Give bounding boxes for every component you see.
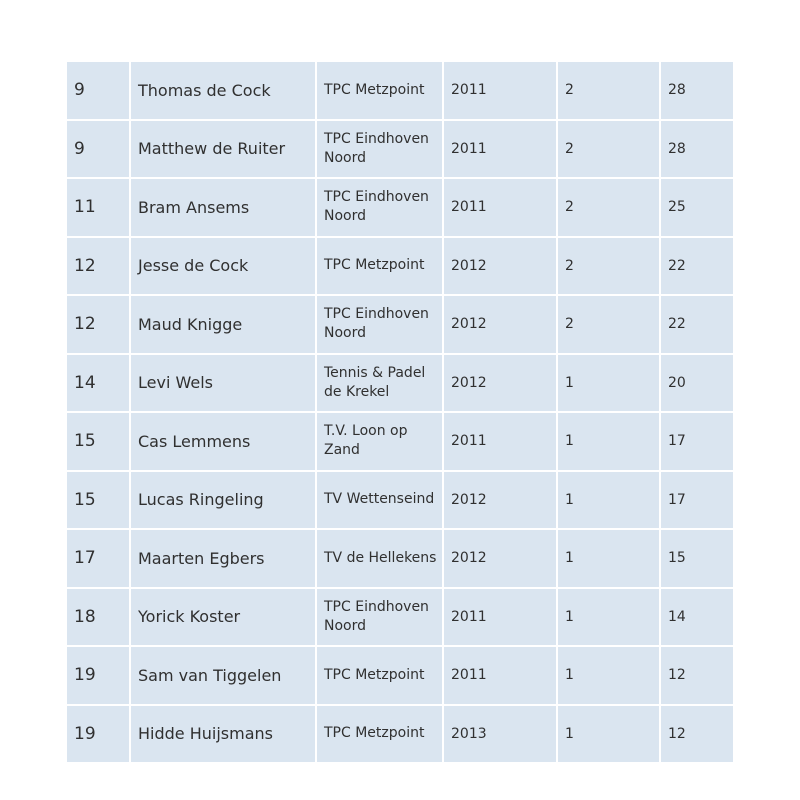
rank-cell: 19 — [67, 646, 130, 705]
player-name-cell: Jesse de Cock — [130, 237, 316, 296]
rank-cell: 11 — [67, 178, 130, 237]
table-row — [67, 237, 733, 296]
points-cell: 28 — [660, 62, 733, 120]
club-cell: TPC Metzpoint — [316, 237, 443, 296]
tournament-count-cell: 1 — [557, 705, 660, 764]
rank-cell: 15 — [67, 412, 130, 471]
player-name-cell: Bram Ansems — [130, 178, 316, 237]
player-name-cell: Yorick Koster — [130, 588, 316, 647]
table-row — [67, 178, 733, 237]
points-cell: 22 — [660, 295, 733, 354]
tournament-count-cell: 1 — [557, 529, 660, 588]
tournament-count-cell: 1 — [557, 646, 660, 705]
rank-cell: 9 — [67, 62, 130, 120]
rank-cell: 17 — [67, 529, 130, 588]
points-cell: 12 — [660, 705, 733, 764]
birth-year-cell: 2012 — [443, 471, 557, 530]
table-row — [67, 705, 733, 764]
player-name-cell: Cas Lemmens — [130, 412, 316, 471]
club-cell: TPC Metzpoint — [316, 705, 443, 764]
birth-year-cell: 2011 — [443, 120, 557, 179]
rank-cell: 14 — [67, 354, 130, 413]
club-cell: TPC Eindhoven Noord — [316, 178, 443, 237]
points-cell: 17 — [660, 471, 733, 530]
points-cell: 20 — [660, 354, 733, 413]
tournament-count-cell: 2 — [557, 295, 660, 354]
birth-year-cell: 2011 — [443, 646, 557, 705]
tournament-count-cell: 2 — [557, 62, 660, 120]
club-cell: TPC Eindhoven Noord — [316, 588, 443, 647]
points-cell: 17 — [660, 412, 733, 471]
club-cell: T.V. Loon op Zand — [316, 412, 443, 471]
club-cell: TPC Metzpoint — [316, 646, 443, 705]
club-cell: TV de Hellekens — [316, 529, 443, 588]
table-row — [67, 295, 733, 354]
birth-year-cell: 2012 — [443, 529, 557, 588]
tournament-count-cell: 1 — [557, 471, 660, 530]
table-row — [67, 62, 733, 120]
player-name-cell: Hidde Huijsmans — [130, 705, 316, 764]
ranking-table-container — [67, 62, 733, 764]
rank-cell: 18 — [67, 588, 130, 647]
points-cell: 22 — [660, 237, 733, 296]
points-cell: 14 — [660, 588, 733, 647]
birth-year-cell: 2013 — [443, 705, 557, 764]
birth-year-cell: 2012 — [443, 237, 557, 296]
club-cell: TPC Eindhoven Noord — [316, 120, 443, 179]
club-cell: Tennis & Padel de Krekel — [316, 354, 443, 413]
ranking-table-body — [67, 62, 733, 763]
table-row — [67, 412, 733, 471]
birth-year-cell: 2012 — [443, 354, 557, 413]
birth-year-cell: 2011 — [443, 62, 557, 120]
rank-cell: 12 — [67, 295, 130, 354]
player-name-cell: Lucas Ringeling — [130, 471, 316, 530]
player-name-cell: Matthew de Ruiter — [130, 120, 316, 179]
club-cell: TPC Eindhoven Noord — [316, 295, 443, 354]
table-row — [67, 120, 733, 179]
table-row — [67, 646, 733, 705]
tournament-count-cell: 2 — [557, 178, 660, 237]
table-row — [67, 588, 733, 647]
birth-year-cell: 2011 — [443, 412, 557, 471]
table-row — [67, 529, 733, 588]
player-name-cell: Levi Wels — [130, 354, 316, 413]
tournament-count-cell: 2 — [557, 237, 660, 296]
ranking-table — [67, 62, 733, 764]
birth-year-cell: 2012 — [443, 295, 557, 354]
points-cell: 25 — [660, 178, 733, 237]
table-row — [67, 471, 733, 530]
club-cell: TPC Metzpoint — [316, 62, 443, 120]
table-row — [67, 354, 733, 413]
birth-year-cell: 2011 — [443, 178, 557, 237]
rank-cell: 9 — [67, 120, 130, 179]
club-cell: TV Wettenseind — [316, 471, 443, 530]
tournament-count-cell: 2 — [557, 120, 660, 179]
player-name-cell: Sam van Tiggelen — [130, 646, 316, 705]
points-cell: 15 — [660, 529, 733, 588]
rank-cell: 19 — [67, 705, 130, 764]
player-name-cell: Maud Knigge — [130, 295, 316, 354]
rank-cell: 12 — [67, 237, 130, 296]
birth-year-cell: 2011 — [443, 588, 557, 647]
player-name-cell: Maarten Egbers — [130, 529, 316, 588]
points-cell: 28 — [660, 120, 733, 179]
tournament-count-cell: 1 — [557, 588, 660, 647]
tournament-count-cell: 1 — [557, 412, 660, 471]
player-name-cell: Thomas de Cock — [130, 62, 316, 120]
tournament-count-cell: 1 — [557, 354, 660, 413]
points-cell: 12 — [660, 646, 733, 705]
rank-cell: 15 — [67, 471, 130, 530]
